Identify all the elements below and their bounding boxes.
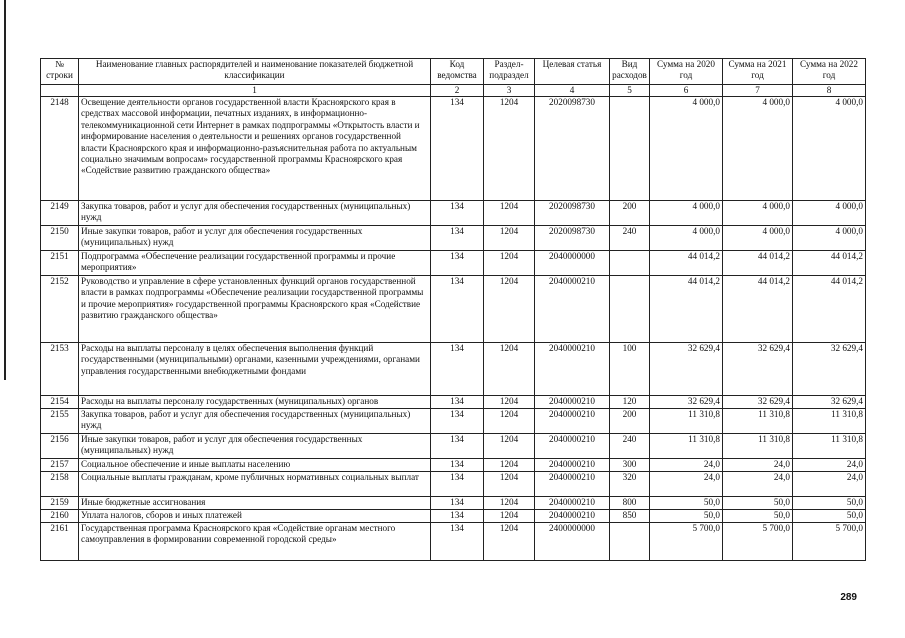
sum-2022: 24,0 bbox=[793, 472, 866, 497]
column-index: 7 bbox=[723, 85, 793, 97]
section-code: 1204 bbox=[484, 396, 535, 409]
section-code: 1204 bbox=[484, 201, 535, 226]
row-number: 2148 bbox=[41, 97, 79, 201]
target-code: 2020098730 bbox=[535, 201, 610, 226]
row-name: Иные бюджетные ассигнования bbox=[79, 497, 431, 510]
target-code: 2020098730 bbox=[535, 226, 610, 251]
sum-2022: 4 000,0 bbox=[793, 97, 866, 201]
dept-code: 134 bbox=[431, 226, 484, 251]
header-dept-code: Код ведомства bbox=[431, 59, 484, 85]
sum-2021: 5 700,0 bbox=[723, 523, 793, 561]
dept-code: 134 bbox=[431, 251, 484, 276]
row-name: Освещение деятельности органов государственной власти Красноярского края в средствах массовой информации, печатных изданиях, в информационно-телекоммуникационной сети Интернет в рамках подпрограммы «Открытость власти и информирование населения о деятельности и решениях органов государственной власти Красноярского края и информационно-разъяснительная работа по актуальным социально значимым вопросам» государственной программы Красноярского края «Содействие развитию гражданского общества» bbox=[79, 97, 431, 201]
sum-2021: 11 310,8 bbox=[723, 434, 793, 459]
table-row bbox=[41, 343, 866, 396]
row-number: 2159 bbox=[41, 497, 79, 510]
section-code: 1204 bbox=[484, 251, 535, 276]
dept-code: 134 bbox=[431, 201, 484, 226]
row-name: Государственная программа Красноярского края «Содействие органам местного самоуправления в формировании современной городской среды» bbox=[79, 523, 431, 561]
expense-type: 200 bbox=[610, 201, 650, 226]
section-code: 1204 bbox=[484, 343, 535, 396]
header-sum-2022: Сумма на 2022 год bbox=[793, 59, 866, 85]
sum-2022: 44 014,2 bbox=[793, 276, 866, 343]
table-row bbox=[41, 472, 866, 497]
dept-code: 134 bbox=[431, 396, 484, 409]
expense-type: 100 bbox=[610, 343, 650, 396]
column-index: 6 bbox=[650, 85, 723, 97]
sum-2021: 4 000,0 bbox=[723, 201, 793, 226]
table-row bbox=[41, 396, 866, 409]
sum-2022: 50,0 bbox=[793, 497, 866, 510]
sum-2020: 50,0 bbox=[650, 497, 723, 510]
sum-2022: 4 000,0 bbox=[793, 226, 866, 251]
margin-line bbox=[4, 0, 6, 380]
column-index bbox=[41, 85, 79, 97]
target-code: 2040000000 bbox=[535, 251, 610, 276]
row-number: 2158 bbox=[41, 472, 79, 497]
target-code: 2400000000 bbox=[535, 523, 610, 561]
dept-code: 134 bbox=[431, 523, 484, 561]
sum-2020: 4 000,0 bbox=[650, 226, 723, 251]
table-row bbox=[41, 226, 866, 251]
sum-2020: 4 000,0 bbox=[650, 97, 723, 201]
target-code: 2040000210 bbox=[535, 472, 610, 497]
row-name: Подпрограмма «Обеспечение реализации государственной программы и прочие мероприятия» bbox=[79, 251, 431, 276]
dept-code: 134 bbox=[431, 459, 484, 472]
row-name: Расходы на выплаты персоналу в целях обеспечения выполнения функций государственными (муниципальными) органами, казенными учреждениями, органами управления государственными внебюджетными фондами bbox=[79, 343, 431, 396]
expense-type: 850 bbox=[610, 510, 650, 523]
table-row bbox=[41, 409, 866, 434]
sum-2020: 4 000,0 bbox=[650, 201, 723, 226]
expense-type: 800 bbox=[610, 497, 650, 510]
column-index: 4 bbox=[535, 85, 610, 97]
sum-2022: 11 310,8 bbox=[793, 409, 866, 434]
row-number: 2157 bbox=[41, 459, 79, 472]
sum-2020: 44 014,2 bbox=[650, 276, 723, 343]
section-code: 1204 bbox=[484, 510, 535, 523]
section-code: 1204 bbox=[484, 497, 535, 510]
expense-type: 320 bbox=[610, 472, 650, 497]
dept-code: 134 bbox=[431, 409, 484, 434]
row-name: Расходы на выплаты персоналу государственных (муниципальных) органов bbox=[79, 396, 431, 409]
row-name: Закупка товаров, работ и услуг для обеспечения государственных (муниципальных) нужд bbox=[79, 201, 431, 226]
row-number: 2160 bbox=[41, 510, 79, 523]
section-code: 1204 bbox=[484, 523, 535, 561]
header-row bbox=[41, 59, 866, 85]
target-code: 2040000210 bbox=[535, 434, 610, 459]
sum-2022: 32 629,4 bbox=[793, 396, 866, 409]
section-code: 1204 bbox=[484, 472, 535, 497]
column-index: 3 bbox=[484, 85, 535, 97]
sum-2021: 4 000,0 bbox=[723, 97, 793, 201]
sum-2021: 11 310,8 bbox=[723, 409, 793, 434]
section-code: 1204 bbox=[484, 434, 535, 459]
sum-2020: 24,0 bbox=[650, 459, 723, 472]
table-row bbox=[41, 459, 866, 472]
section-code: 1204 bbox=[484, 459, 535, 472]
sum-2021: 24,0 bbox=[723, 459, 793, 472]
header-sum-2021: Сумма на 2021 год bbox=[723, 59, 793, 85]
row-number: 2149 bbox=[41, 201, 79, 226]
sum-2022: 4 000,0 bbox=[793, 201, 866, 226]
sum-2022: 50,0 bbox=[793, 510, 866, 523]
dept-code: 134 bbox=[431, 97, 484, 201]
table-row bbox=[41, 276, 866, 343]
sum-2020: 11 310,8 bbox=[650, 409, 723, 434]
sum-2020: 5 700,0 bbox=[650, 523, 723, 561]
expense-type bbox=[610, 251, 650, 276]
target-code: 2040000210 bbox=[535, 343, 610, 396]
header-section: Раздел-подраздел bbox=[484, 59, 535, 85]
row-name: Закупка товаров, работ и услуг для обеспечения государственных (муниципальных) нужд bbox=[79, 409, 431, 434]
row-name: Уплата налогов, сборов и иных платежей bbox=[79, 510, 431, 523]
column-index: 8 bbox=[793, 85, 866, 97]
row-number: 2161 bbox=[41, 523, 79, 561]
expense-type: 120 bbox=[610, 396, 650, 409]
sum-2021: 32 629,4 bbox=[723, 343, 793, 396]
header-target: Целевая статья bbox=[535, 59, 610, 85]
table-row bbox=[41, 523, 866, 561]
dept-code: 134 bbox=[431, 510, 484, 523]
sum-2021: 44 014,2 bbox=[723, 251, 793, 276]
budget-table bbox=[40, 58, 866, 561]
row-number: 2155 bbox=[41, 409, 79, 434]
row-number: 2153 bbox=[41, 343, 79, 396]
sum-2020: 50,0 bbox=[650, 510, 723, 523]
table-row bbox=[41, 97, 866, 201]
table-row bbox=[41, 497, 866, 510]
row-name: Социальное обеспечение и иные выплаты населению bbox=[79, 459, 431, 472]
row-number: 2150 bbox=[41, 226, 79, 251]
column-index: 1 bbox=[79, 85, 431, 97]
sum-2021: 50,0 bbox=[723, 510, 793, 523]
header-sum-2020: Сумма на 2020 год bbox=[650, 59, 723, 85]
target-code: 2040000210 bbox=[535, 409, 610, 434]
sum-2021: 24,0 bbox=[723, 472, 793, 497]
expense-type bbox=[610, 523, 650, 561]
row-name: Иные закупки товаров, работ и услуг для обеспечения государственных (муниципальных) нужд bbox=[79, 434, 431, 459]
row-number: 2154 bbox=[41, 396, 79, 409]
target-code: 2040000210 bbox=[535, 459, 610, 472]
target-code: 2040000210 bbox=[535, 396, 610, 409]
sum-2020: 44 014,2 bbox=[650, 251, 723, 276]
section-code: 1204 bbox=[484, 97, 535, 201]
sum-2021: 50,0 bbox=[723, 497, 793, 510]
row-number: 2151 bbox=[41, 251, 79, 276]
section-code: 1204 bbox=[484, 409, 535, 434]
sum-2022: 11 310,8 bbox=[793, 434, 866, 459]
target-code: 2020098730 bbox=[535, 97, 610, 201]
expense-type: 300 bbox=[610, 459, 650, 472]
page-number: 289 bbox=[840, 592, 857, 603]
header-exp-type: Вид расходов bbox=[610, 59, 650, 85]
dept-code: 134 bbox=[431, 472, 484, 497]
section-code: 1204 bbox=[484, 226, 535, 251]
sum-2020: 32 629,4 bbox=[650, 396, 723, 409]
sum-2021: 4 000,0 bbox=[723, 226, 793, 251]
row-name: Руководство и управление в сфере установленных функций органов государственной власти в рамках подпрограммы «Обеспечение реализации государственной программы и прочие мероприятия» государственной программы Красноярского края «Содействие развитию гражданского общества» bbox=[79, 276, 431, 343]
table-row bbox=[41, 510, 866, 523]
column-index: 2 bbox=[431, 85, 484, 97]
column-index: 5 bbox=[610, 85, 650, 97]
table-row bbox=[41, 201, 866, 226]
dept-code: 134 bbox=[431, 276, 484, 343]
dept-code: 134 bbox=[431, 434, 484, 459]
expense-type bbox=[610, 276, 650, 343]
sum-2022: 24,0 bbox=[793, 459, 866, 472]
expense-type: 200 bbox=[610, 409, 650, 434]
row-number: 2156 bbox=[41, 434, 79, 459]
sum-2021: 44 014,2 bbox=[723, 276, 793, 343]
expense-type: 240 bbox=[610, 226, 650, 251]
target-code: 2040000210 bbox=[535, 510, 610, 523]
row-name: Социальные выплаты гражданам, кроме публичных нормативных социальных выплат bbox=[79, 472, 431, 497]
expense-type bbox=[610, 97, 650, 201]
sum-2020: 32 629,4 bbox=[650, 343, 723, 396]
section-code: 1204 bbox=[484, 276, 535, 343]
sum-2020: 11 310,8 bbox=[650, 434, 723, 459]
dept-code: 134 bbox=[431, 497, 484, 510]
table-row bbox=[41, 251, 866, 276]
sum-2022: 44 014,2 bbox=[793, 251, 866, 276]
sum-2021: 32 629,4 bbox=[723, 396, 793, 409]
column-index-row bbox=[41, 85, 866, 97]
row-number: 2152 bbox=[41, 276, 79, 343]
dept-code: 134 bbox=[431, 343, 484, 396]
header-name: Наименование главных распорядителей и наименование показателей бюджетной классификации bbox=[79, 59, 431, 85]
target-code: 2040000210 bbox=[535, 276, 610, 343]
sum-2022: 5 700,0 bbox=[793, 523, 866, 561]
table-row bbox=[41, 434, 866, 459]
sum-2020: 24,0 bbox=[650, 472, 723, 497]
target-code: 2040000210 bbox=[535, 497, 610, 510]
row-name: Иные закупки товаров, работ и услуг для обеспечения государственных (муниципальных) нужд bbox=[79, 226, 431, 251]
sum-2022: 32 629,4 bbox=[793, 343, 866, 396]
header-row-no: № строки bbox=[41, 59, 79, 85]
expense-type: 240 bbox=[610, 434, 650, 459]
